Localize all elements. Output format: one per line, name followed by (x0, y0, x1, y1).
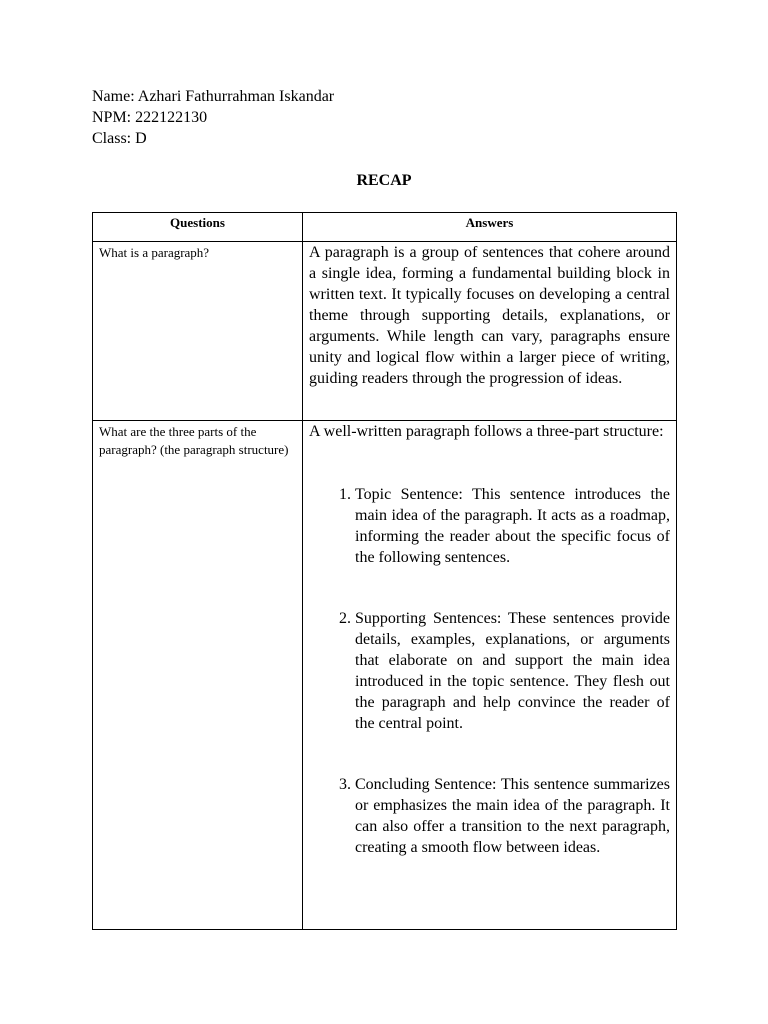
paragraph-parts-list (309, 484, 670, 858)
table-row (93, 242, 677, 421)
answer-intro: A well-written paragraph follows a three-part structure: (309, 423, 664, 440)
student-info (92, 86, 334, 149)
questions-column-header: Questions (93, 213, 303, 242)
question-cell: What is a paragraph? (93, 242, 303, 421)
answer-cell (303, 421, 677, 930)
question-cell: What are the three parts of the paragraph? (the paragraph structure) (93, 421, 303, 930)
student-name: Name: Azhari Fathurrahman Iskandar (92, 88, 335, 105)
answer-cell: A paragraph is a group of sentences that cohere around a single idea, forming a fundamental building block in written text. It typically focuses on developing a central theme through supporting details, explanations, or arguments. While length can vary, paragraphs ensure unity and logical flow within a larger piece of writing, guiding readers through the progression of ideas. (303, 242, 677, 421)
list-item-topic-sentence: 1. Topic Sentence: This sentence introduces the main idea of the paragraph. It acts as a roadmap, informing the reader about the specific focus of the following sentences. (355, 484, 670, 568)
answers-column-header: Answers (303, 213, 677, 242)
recap-table (92, 212, 677, 930)
list-item-concluding-sentence: 3. Concluding Sentence: This sentence summarizes or emphasizes the main idea of the paragraph. It can also offer a transition to the next paragraph, creating a smooth flow between ideas. (355, 774, 670, 858)
student-npm: NPM: 222122130 (92, 109, 208, 126)
page-title: RECAP (356, 172, 412, 189)
student-class: Class: D (92, 130, 147, 147)
table-row (93, 421, 677, 930)
list-item-supporting-sentences: 2. Supporting Sentences: These sentences provide details, examples, explanations, or arguments that elaborate on and support the main idea introduced in the topic sentence. They flesh out the paragraph and help convince the reader of the central point. (355, 608, 670, 734)
table-header-row (93, 213, 677, 242)
